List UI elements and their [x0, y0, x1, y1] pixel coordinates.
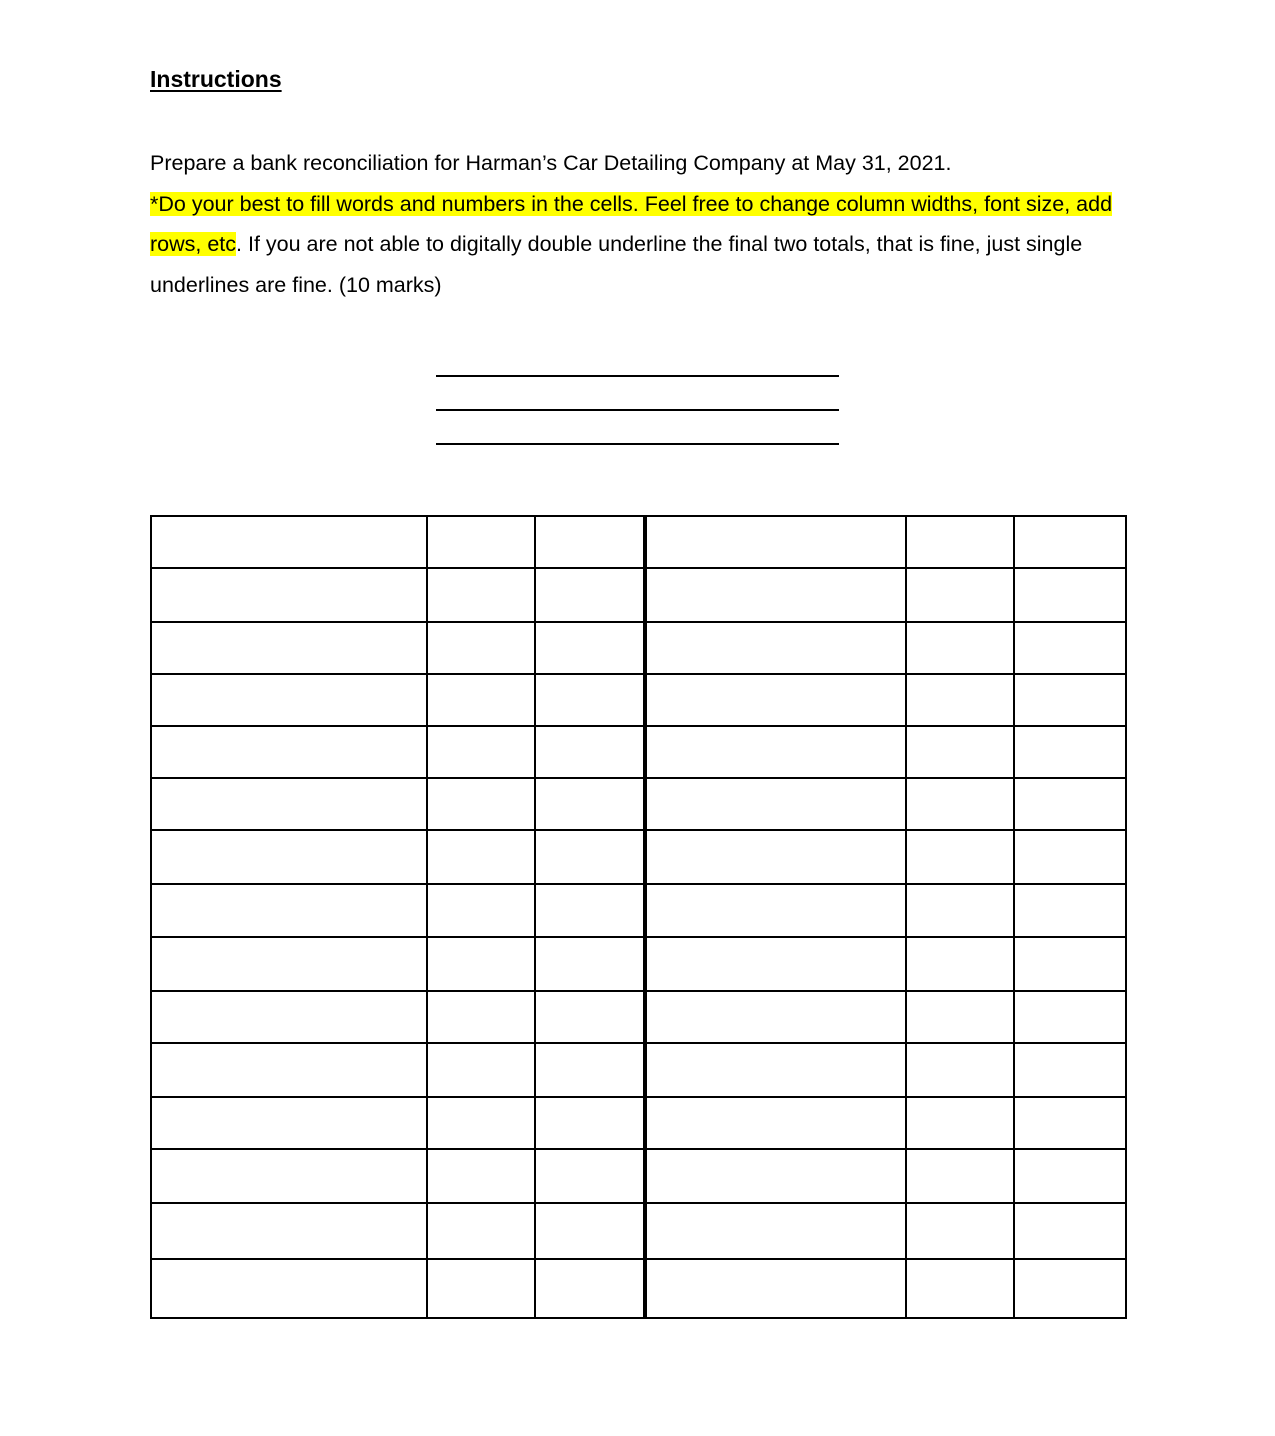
table-cell[interactable] — [906, 991, 1014, 1043]
table-cell[interactable] — [151, 991, 427, 1043]
table-cell[interactable] — [645, 1149, 906, 1203]
table-cell[interactable] — [645, 1043, 906, 1097]
table-cell[interactable] — [906, 884, 1014, 936]
table-cell[interactable] — [427, 778, 535, 830]
table-cell[interactable] — [1014, 568, 1126, 622]
table-cell[interactable] — [535, 516, 645, 568]
table-cell[interactable] — [906, 778, 1014, 830]
table-cell[interactable] — [645, 674, 906, 726]
table-cell[interactable] — [535, 778, 645, 830]
table-cell[interactable] — [645, 1097, 906, 1149]
table-cell[interactable] — [535, 830, 645, 884]
table-cell[interactable] — [427, 1259, 535, 1318]
table-cell[interactable] — [535, 1149, 645, 1203]
table-cell[interactable] — [1014, 884, 1126, 936]
table-cell[interactable] — [906, 1149, 1014, 1203]
table-cell[interactable] — [1014, 1203, 1126, 1259]
table-cell[interactable] — [151, 622, 427, 674]
table-cell[interactable] — [535, 937, 645, 991]
table-cell[interactable] — [427, 516, 535, 568]
table-cell[interactable] — [427, 991, 535, 1043]
table-cell[interactable] — [535, 1203, 645, 1259]
table-row — [151, 1097, 1126, 1149]
instructions-paragraph — [150, 143, 1130, 306]
table-cell[interactable] — [1014, 1043, 1126, 1097]
table-cell[interactable] — [1014, 1149, 1126, 1203]
table-cell[interactable] — [427, 726, 535, 778]
table-cell[interactable] — [427, 1097, 535, 1149]
table-cell[interactable] — [906, 937, 1014, 991]
instruction-line: Prepare a bank reconciliation for Harman’s Car Detailing Company at May 31, 2021. — [150, 151, 952, 175]
table-cell[interactable] — [645, 1259, 906, 1318]
table-cell[interactable] — [427, 884, 535, 936]
table-cell[interactable] — [906, 622, 1014, 674]
table-cell[interactable] — [906, 1043, 1014, 1097]
table-cell[interactable] — [535, 991, 645, 1043]
table-row — [151, 1043, 1126, 1097]
table-cell[interactable] — [645, 830, 906, 884]
table-cell[interactable] — [151, 726, 427, 778]
table-cell[interactable] — [151, 937, 427, 991]
instructions-heading: Instructions — [150, 66, 282, 92]
table-row — [151, 622, 1126, 674]
table-cell[interactable] — [151, 830, 427, 884]
table-cell[interactable] — [535, 1043, 645, 1097]
table-cell[interactable] — [535, 1259, 645, 1318]
table-cell[interactable] — [906, 1259, 1014, 1318]
statement-title-blank[interactable] — [436, 409, 839, 411]
table-row — [151, 568, 1126, 622]
table-cell[interactable] — [906, 1203, 1014, 1259]
table-row — [151, 778, 1126, 830]
table-row — [151, 884, 1126, 936]
table-cell[interactable] — [535, 884, 645, 936]
table-cell[interactable] — [645, 884, 906, 936]
reconciliation-table — [150, 515, 1127, 1319]
instruction-note — [150, 184, 1130, 306]
table-cell[interactable] — [645, 937, 906, 991]
table-cell[interactable] — [1014, 1259, 1126, 1318]
table-cell[interactable] — [427, 1203, 535, 1259]
table-cell[interactable] — [1014, 726, 1126, 778]
table-cell[interactable] — [1014, 778, 1126, 830]
table-cell[interactable] — [535, 568, 645, 622]
table-cell[interactable] — [151, 674, 427, 726]
table-cell[interactable] — [151, 1043, 427, 1097]
table-cell[interactable] — [151, 568, 427, 622]
table-cell[interactable] — [151, 884, 427, 936]
company-name-blank[interactable] — [436, 375, 839, 377]
table-cell[interactable] — [1014, 674, 1126, 726]
table-cell[interactable] — [151, 1097, 427, 1149]
table-row — [151, 1259, 1126, 1318]
table-cell[interactable] — [645, 1203, 906, 1259]
table-cell[interactable] — [427, 830, 535, 884]
table-cell[interactable] — [151, 778, 427, 830]
table-cell[interactable] — [427, 568, 535, 622]
table-cell[interactable] — [645, 726, 906, 778]
table-cell[interactable] — [906, 568, 1014, 622]
table-row — [151, 726, 1126, 778]
table-cell[interactable] — [427, 1149, 535, 1203]
table-cell[interactable] — [1014, 937, 1126, 991]
table-cell[interactable] — [906, 516, 1014, 568]
table-cell[interactable] — [645, 568, 906, 622]
table-cell[interactable] — [535, 674, 645, 726]
table-cell[interactable] — [151, 516, 427, 568]
table-cell[interactable] — [906, 1097, 1014, 1149]
table-cell[interactable] — [535, 622, 645, 674]
table-cell[interactable] — [645, 991, 906, 1043]
table-row — [151, 991, 1126, 1043]
table-row — [151, 516, 1126, 568]
table-cell[interactable] — [427, 674, 535, 726]
table-cell[interactable] — [427, 622, 535, 674]
table-cell[interactable] — [645, 516, 906, 568]
table-cell[interactable] — [906, 830, 1014, 884]
date-blank[interactable] — [436, 443, 839, 445]
table-cell[interactable] — [1014, 622, 1126, 674]
table-cell[interactable] — [906, 674, 1014, 726]
table-cell[interactable] — [1014, 516, 1126, 568]
table-cell[interactable] — [427, 1043, 535, 1097]
table-cell[interactable] — [1014, 991, 1126, 1043]
table-row — [151, 830, 1126, 884]
table-cell[interactable] — [645, 778, 906, 830]
highlighted-note: *Do your best to fill words and numbers in the cells. Feel free to change column widths, font size, add rows, etc — [150, 191, 1113, 257]
table-cell[interactable] — [645, 622, 906, 674]
note-rest: . If you are not able to digitally double underline the final two totals, that is fine, just single underlines are fine. (10 marks) — [150, 232, 1083, 298]
table-cell[interactable] — [535, 726, 645, 778]
table-cell[interactable] — [1014, 830, 1126, 884]
table-cell[interactable] — [151, 1149, 427, 1203]
table-row — [151, 937, 1126, 991]
table-cell[interactable] — [151, 1203, 427, 1259]
table-cell[interactable] — [906, 726, 1014, 778]
table-cell[interactable] — [151, 1259, 427, 1318]
table-cell[interactable] — [535, 1097, 645, 1149]
table-cell[interactable] — [1014, 1097, 1126, 1149]
table-row — [151, 674, 1126, 726]
table-row — [151, 1149, 1126, 1203]
table-row — [151, 1203, 1126, 1259]
table-cell[interactable] — [427, 937, 535, 991]
